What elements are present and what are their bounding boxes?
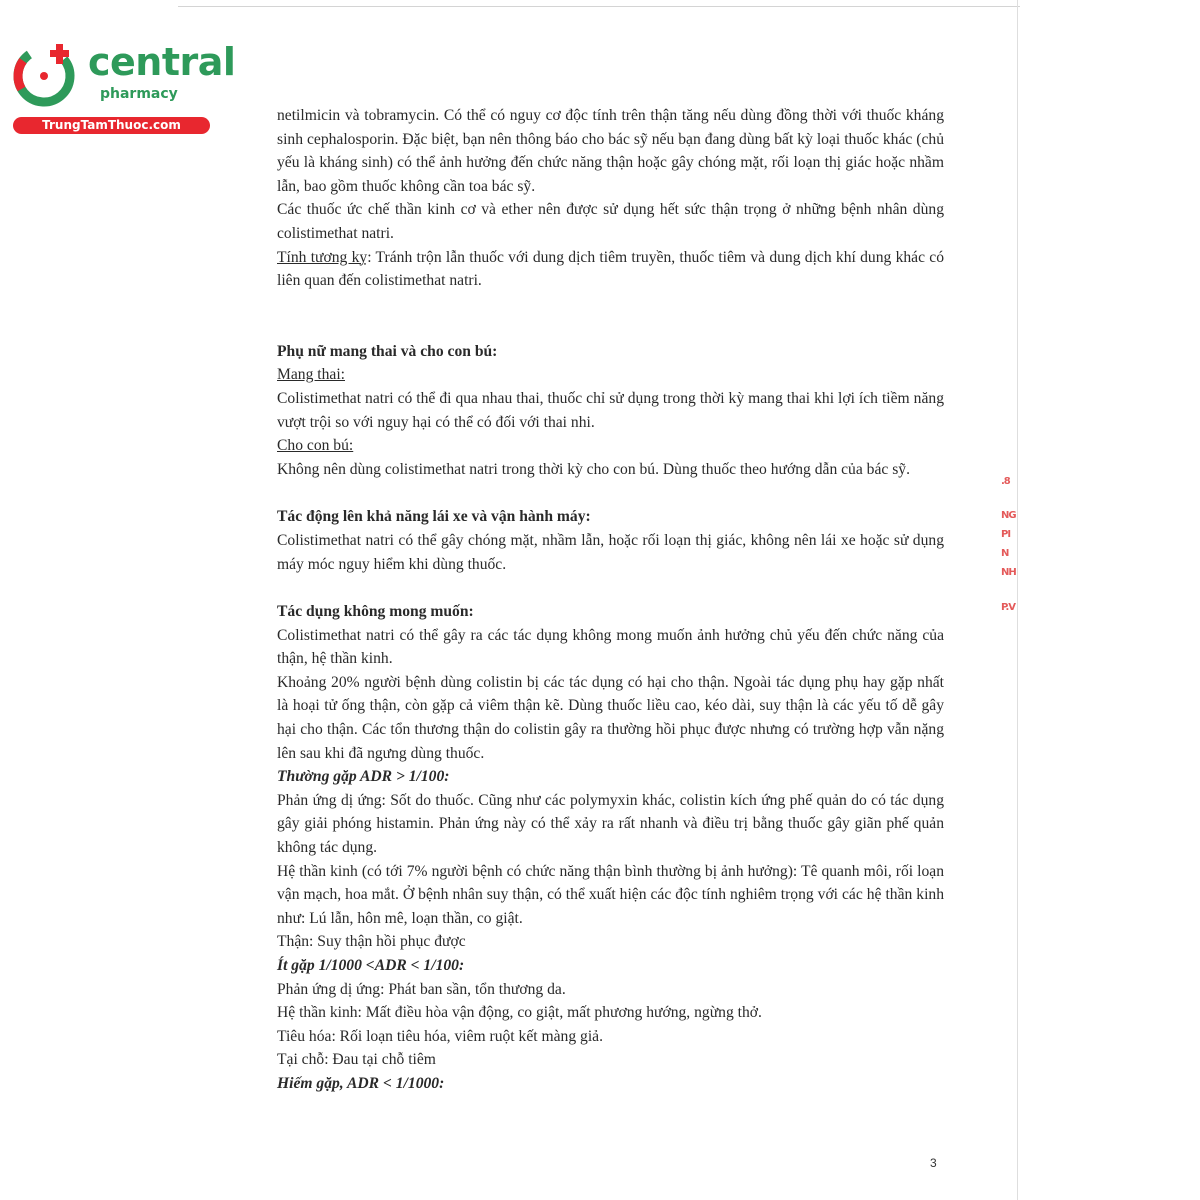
paragraph-driving: Colistimethat natri có thể gây chóng mặt, nhầm lẫn, hoặc rối loạn thị giác, không nên lái xe hoặc sử dụng máy móc nguy hiểm khi dùng thuốc. <box>277 531 944 573</box>
heading-driving: Tác động lên khả năng lái xe và vận hành máy: <box>277 508 591 526</box>
pharmacy-cross-icon <box>10 38 86 114</box>
paragraph-common-3: Thận: Suy thận hồi phục được <box>277 933 466 951</box>
paragraph-common-1: Phản ứng dị ứng: Sốt do thuốc. Cũng như các polymyxin khác, colistin kích ứng phế quản do có tác dụng gây giải phóng histamin. Phản ứng này có thể xảy ra rất nhanh và điều trị bằng thuốc gây giãn phế quản không tác dụng. <box>277 791 944 857</box>
stamp-line: PI <box>1001 529 1011 540</box>
central-pharmacy-logo[interactable] <box>10 38 236 138</box>
stamp-line: N <box>1001 548 1009 559</box>
red-stamp-fragment <box>1000 474 1024 629</box>
page-number: 3 <box>930 1156 937 1170</box>
stamp-line: NH <box>1001 567 1016 578</box>
paragraph-uncommon-1: Phản ứng dị ứng: Phát ban sần, tổn thương da. <box>277 980 566 998</box>
paragraph-pregnant: Colistimethat natri có thể đi qua nhau thai, thuốc chỉ sử dụng trong thời kỳ mang thai khi lợi ích tiềm năng vượt trội so với nguy hại có thể có đối với thai nhi. <box>277 389 944 431</box>
logo-website-badge[interactable]: TrungTamThuoc.com <box>13 117 210 134</box>
stamp-line: .8 <box>1001 476 1010 487</box>
heading-common: Thường gặp ADR > 1/100: <box>277 768 450 786</box>
logo-subtitle: pharmacy <box>100 86 178 102</box>
paragraph-incompatibility <box>277 246 944 293</box>
subheading-breastfeeding: Cho con bú: <box>277 437 354 455</box>
paragraph-adverse-2: Khoảng 20% người bệnh dùng colistin bị các tác dụng có hại cho thận. Ngoài tác dụng phụ hay gặp nhất là hoại tử ống thận, còn gặp cả viêm thận kẽ. Dùng thuốc liều cao, kéo dài, suy thận là các yếu tố dễ gây hại cho thận. Các tổn thương thận do colistin gây ra thường hồi phục được nhưng có trường hợp vẫn nặng lên sau khi đã ngưng dùng thuốc. <box>277 673 944 762</box>
paragraph-uncommon-3: Tiêu hóa: Rối loạn tiêu hóa, viêm ruột kết màng giả. <box>277 1027 603 1045</box>
paragraph-neuromuscular: Các thuốc ức chế thần kinh cơ và ether nên được sử dụng hết sức thận trọng ở những bệnh nhân dùng colistimethat natri. <box>277 201 944 242</box>
document-body <box>277 104 944 1096</box>
heading-rare: Hiếm gặp, ADR < 1/1000: <box>277 1074 445 1092</box>
incompatibility-label: Tính tương kỵ <box>277 248 368 266</box>
paragraph-uncommon-4: Tại chỗ: Đau tại chỗ tiêm <box>277 1051 436 1069</box>
stamp-line: NG <box>1001 510 1016 521</box>
paragraph-breastfeeding: Không nên dùng colistimethat natri trong thời kỳ cho con bú. Dùng thuốc theo hướng dẫn của bác sỹ. <box>277 460 910 478</box>
heading-adverse-effects: Tác dụng không mong muốn: <box>277 603 474 621</box>
logo-wordmark: central <box>88 40 236 84</box>
subheading-pregnant: Mang thai: <box>277 366 345 384</box>
heading-pregnancy: Phụ nữ mang thai và cho con bú: <box>277 342 498 360</box>
paragraph-uncommon-2: Hệ thần kinh: Mất điều hòa vận động, co giật, mất phương hướng, ngừng thở. <box>277 1004 762 1022</box>
paragraph-adverse-1: Colistimethat natri có thể gây ra các tác dụng không mong muốn ảnh hưởng chủ yếu đến chức năng của thận, hệ thần kinh. <box>277 626 944 668</box>
heading-uncommon: Ít gặp 1/1000 <ADR < 1/100: <box>277 957 465 974</box>
incompatibility-text: : Tránh trộn lẫn thuốc với dung dịch tiêm truyền, thuốc tiêm và dung dịch khí dung khác có liên quan đến colistimethat natri. <box>277 248 945 290</box>
paragraph-interactions: netilmicin và tobramycin. Có thể có nguy cơ độc tính trên thận tăng nếu dùng đồng thời với thuốc kháng sinh cephalosporin. Đặc biệt, bạn nên thông báo cho bác sỹ nếu bạn đang dùng bất kỳ loại thuốc khác (chủ yếu là kháng sinh) có thể ảnh hưởng đến chức năng thận hoặc gây chóng mặt, rối loạn thị giác hoặc nhầm lẫn, bao gồm thuốc không cần toa bác sỹ. <box>277 107 944 195</box>
stamp-line: P.V <box>1001 602 1016 613</box>
paragraph-common-2: Hệ thần kinh (có tới 7% người bệnh có chức năng thận bình thường bị ảnh hưởng): Tê quanh môi, rối loạn vận mạch, hoa mắt. Ở bệnh nhân suy thận, có thể xuất hiện các độc tính nghiêm trọng với các hệ thần kinh như: Lú lẫn, hôn mê, loạn thần, co giật. <box>277 862 944 927</box>
top-scan-rule <box>178 6 1020 7</box>
